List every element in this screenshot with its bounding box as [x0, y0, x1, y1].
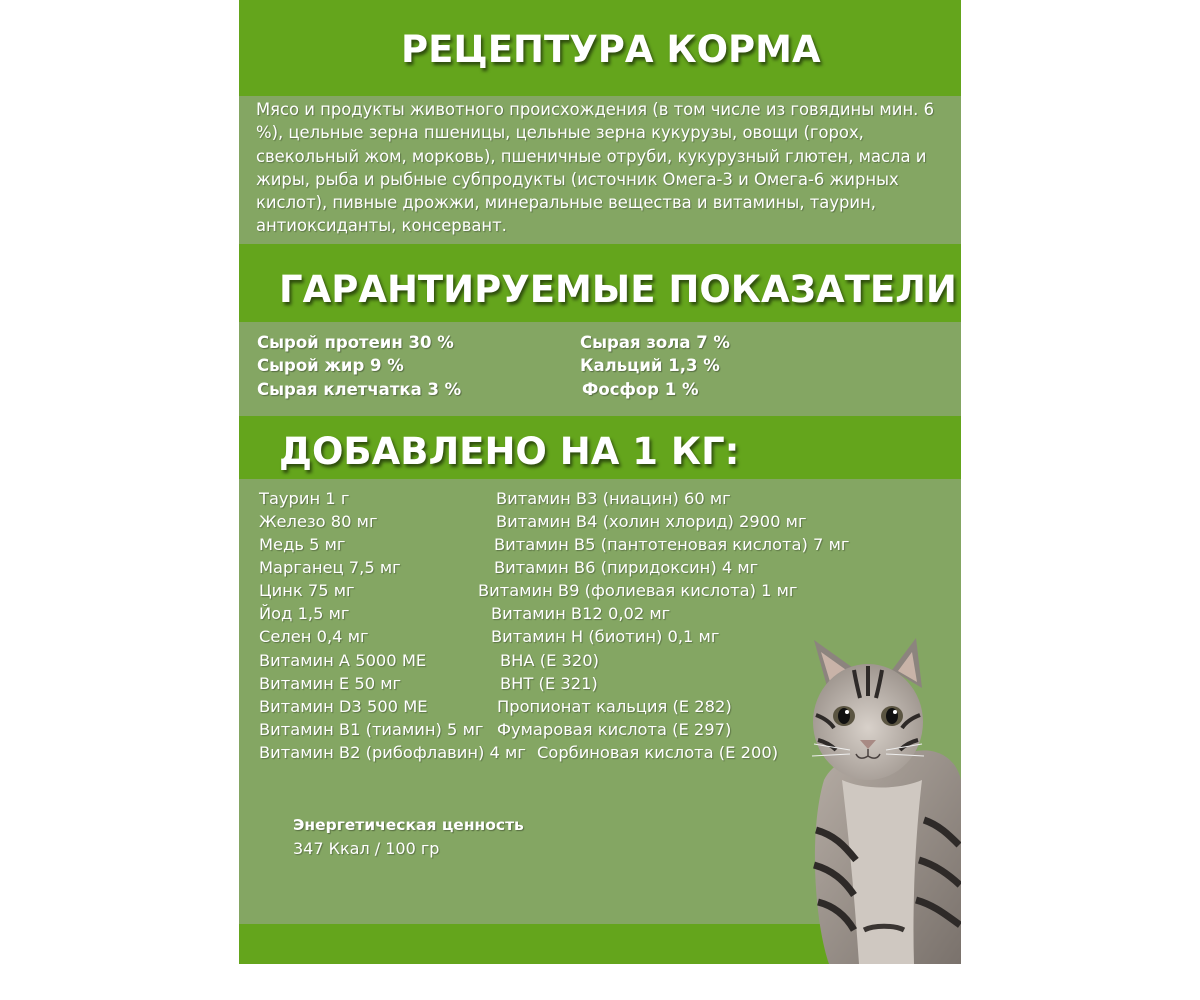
added-title: ДОБАВЛЕНО НА 1 КГ:: [279, 430, 740, 473]
added-item: Йод 1,5 мг: [259, 604, 350, 623]
added-item: ВНТ (Е 321): [500, 674, 598, 693]
added-item: Пропионат кальция (Е 282): [497, 697, 732, 716]
energy-value: 347 Ккал / 100 гр: [293, 839, 440, 858]
cat-image: [804, 630, 961, 964]
added-item: Цинк 75 мг: [259, 581, 355, 600]
guaranteed-item: Сырая зола 7 %: [580, 333, 730, 352]
added-item: Витамин В4 (холин хлорид) 2900 мг: [496, 512, 807, 531]
recipe-composition-text: Мясо и продукты животного происхождения (в том числе из говядины мин. 6 %), цельные зерна пшеницы, цельные зерна кукурузы, овощи (горох, свекольный жом, морковь), пшеничные отруби, кукурузный глютен, масла и жиры, рыба и рыбные субпродукты (источник Омега-3 и Омега-6 жирных кислот), пивные дрожжи, минеральные вещества и витамины, таурин, антиоксиданты, консервант.: [256, 100, 935, 236]
added-item: Фумаровая кислота (Е 297): [497, 720, 732, 739]
added-item: Витамин В12 0,02 мг: [491, 604, 671, 623]
added-item: Витамин В6 (пиридоксин) 4 мг: [494, 558, 759, 577]
added-item: Сорбиновая кислота (Е 200): [537, 743, 779, 762]
guaranteed-item: Кальций 1,3 %: [580, 356, 720, 375]
added-item: Витамин А 5000 МЕ: [259, 651, 427, 670]
added-item: Железо 80 мг: [259, 512, 378, 531]
guaranteed-item: Фосфор 1 %: [582, 380, 699, 399]
added-item: Таурин 1 г: [259, 489, 350, 508]
guaranteed-title: ГАРАНТИРУЕМЫЕ ПОКАЗАТЕЛИ: [279, 268, 957, 311]
added-item: Витамин В3 (ниацин) 60 мг: [496, 489, 731, 508]
added-item: Витамин В2 (рибофлавин) 4 мг: [259, 743, 526, 762]
nutrition-panel: [239, 0, 961, 964]
added-item: Медь 5 мг: [259, 535, 346, 554]
recipe-title: РЕЦЕПТУРА КОРМА: [401, 28, 821, 71]
energy-label: Энергетическая ценность: [293, 816, 524, 834]
added-item: Витамин Н (биотин) 0,1 мг: [491, 627, 720, 646]
added-item: Селен 0,4 мг: [259, 627, 369, 646]
added-item: Витамин D3 500 МЕ: [259, 697, 428, 716]
guaranteed-item: Сырая клетчатка 3 %: [257, 380, 462, 399]
added-item: Марганец 7,5 мг: [259, 558, 401, 577]
added-item: ВНА (Е 320): [500, 651, 599, 670]
added-item: Витамин В5 (пантотеновая кислота) 7 мг: [494, 535, 850, 554]
added-item: Витамин В9 (фолиевая кислота) 1 мг: [478, 581, 798, 600]
guaranteed-item: Сырой протеин 30 %: [257, 333, 454, 352]
added-item: Витамин В1 (тиамин) 5 мг: [259, 720, 484, 739]
guaranteed-item: Сырой жир 9 %: [257, 356, 404, 375]
added-item: Витамин Е 50 мг: [259, 674, 402, 693]
